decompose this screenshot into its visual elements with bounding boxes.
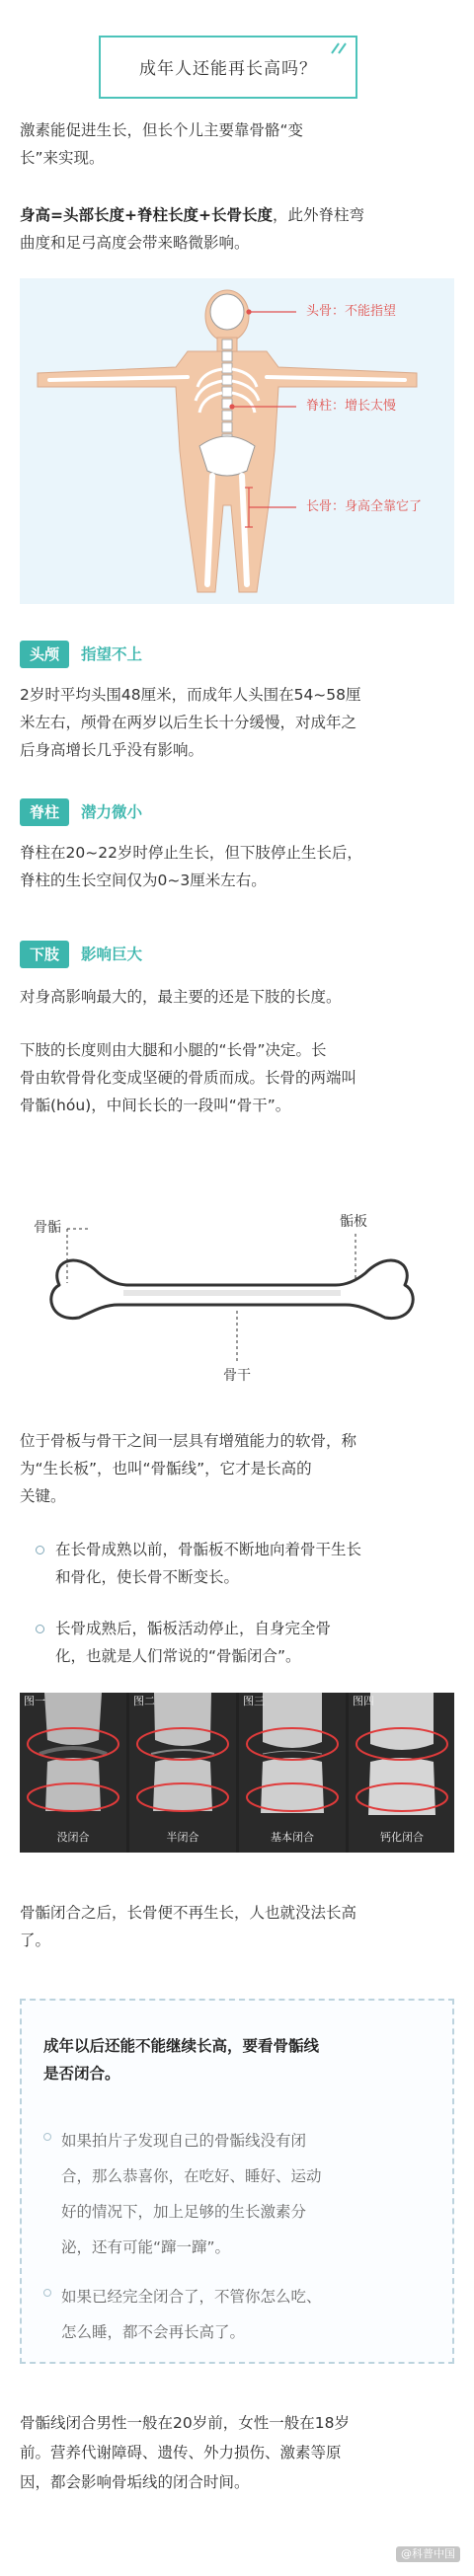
knee-xray-image — [20, 1693, 126, 1853]
text-line: 后身高增长几乎没有影响。 — [20, 741, 204, 759]
text-line: 位于骨板与骨干之间一层具有增殖能力的软骨，称 — [20, 1432, 357, 1450]
skull-label: 头骨：不能指望 — [306, 304, 397, 319]
xray-panel-caption: 基本闭合 — [271, 1831, 314, 1844]
text-line: 是否闭合。 — [43, 2065, 120, 2083]
head-subtitle: 指望不上 — [81, 645, 143, 663]
spine-section-header — [20, 797, 142, 827]
closure-paragraph — [20, 1899, 456, 1954]
head-section-header — [20, 640, 142, 669]
xray-figure — [20, 1693, 454, 1853]
text-line: 好的情况下，加上足够的生长激素分 — [61, 2203, 307, 2221]
intro-line: 激素能促进生长，但长个儿主要靠骨骼“变 — [20, 121, 304, 139]
watermark: @科普中国 — [396, 2546, 460, 2562]
xray-panel-caption: 半闭合 — [166, 1831, 199, 1844]
long-bone-paragraph — [20, 1036, 456, 1119]
height-formula: 身高=头部长度+脊柱长度+长骨长度 — [20, 206, 273, 224]
text-line: 米左右，颅骨在两岁以后生长十分缓慢，对成年之 — [20, 714, 357, 731]
growth-plate-label: 骺板 — [340, 1214, 367, 1230]
intro-paragraph — [20, 116, 456, 172]
text-line: 骨由软骨骨化变成坚硬的骨质而成。长骨的两端叫 — [20, 1069, 357, 1087]
limb-tag: 下肢 — [20, 941, 69, 968]
xray-panel — [20, 1693, 126, 1853]
page-title: 成年人还能再长高吗？ — [139, 59, 317, 79]
notice-item — [43, 2279, 438, 2350]
xray-panel-caption: 钙化闭合 — [380, 1831, 424, 1844]
knee-xray-image — [129, 1693, 236, 1853]
spine-subtitle: 潜力微小 — [81, 803, 143, 821]
text-line: 因，都会影响骨垢线的闭合时间。 — [20, 2473, 250, 2491]
long-bone-label: 长骨：身高全靠它了 — [306, 499, 423, 514]
formula-text: ，此外脊柱弯 — [272, 206, 364, 224]
intro-line: 长”来实现。 — [20, 149, 105, 167]
human-skeleton-illustration — [20, 278, 454, 604]
text-line: 在长骨成熟以前，骨骺板不断地向着骨干生长 — [55, 1541, 362, 1558]
notice-heading — [43, 2032, 438, 2087]
text-line: 和骨化，使长骨不断变长。 — [55, 1568, 240, 1586]
text-line: 骨骺(hóu)，中间长长的一段叫“骨干”。 — [20, 1097, 291, 1114]
head-paragraph — [20, 681, 456, 764]
long-bone-figure — [20, 1194, 454, 1392]
spine-paragraph — [20, 839, 456, 894]
xray-panel-caption: 没闭合 — [56, 1831, 90, 1844]
bullet-circle-icon — [36, 1625, 44, 1633]
knee-xray-image — [239, 1693, 346, 1853]
text-line: 为“生长板”，也叫“骨骺线”，它才是长高的 — [20, 1460, 312, 1477]
text-line: 成年以后还能不能继续长高，要看骨骺线 — [43, 2037, 320, 2055]
bullet-circle-icon — [43, 2133, 51, 2141]
text-line: 2岁时平均头围48厘米，而成年人头围在54~58厘 — [20, 686, 361, 704]
text-line: 关键。 — [20, 1487, 66, 1505]
text-line: 如果已经完全闭合了，不管你怎么吃、 — [61, 2288, 322, 2306]
text-line: 骨骺闭合之后，长骨便不再生长，人也就没法长高 — [20, 1904, 357, 1922]
xray-panel-label: 图三 — [243, 1695, 265, 1707]
text-line: 如果拍片子发现自己的骨骺线没有闭 — [61, 2132, 307, 2150]
notice-item — [43, 2123, 438, 2265]
text-line: 怎么睡，都不会再长高了。 — [61, 2323, 246, 2341]
bullet-item — [34, 1536, 448, 1591]
head-tag: 头颅 — [20, 641, 69, 668]
formula-text: 曲度和足弓高度会带来略微影响。 — [20, 234, 250, 252]
notice-box — [20, 1999, 454, 2364]
bullet-item — [34, 1615, 448, 1670]
xray-panel — [129, 1693, 236, 1853]
xray-panel-label: 图四 — [353, 1695, 374, 1707]
limb-subtitle: 影响巨大 — [81, 946, 143, 963]
text-line: 骨骺线闭合男性一般在20岁前，女性一般在18岁 — [20, 2414, 350, 2432]
bullet-circle-icon — [36, 1546, 44, 1554]
text-line: 前。营养代谢障碍、遗传、外力损伤、激素等原 — [20, 2444, 342, 2462]
bullet-circle-icon — [43, 2289, 51, 2297]
text-line: 合，那么恭喜你，在吃好、睡好、运动 — [61, 2167, 322, 2185]
knee-xray-image — [349, 1693, 454, 1853]
limb-line: 对身高影响最大的，最主要的还是下肢的长度。 — [20, 988, 342, 1006]
skeleton-figure — [20, 278, 454, 604]
text-line: 下肢的长度则由大腿和小腿的“长骨”决定。长 — [20, 1041, 327, 1059]
text-line: 长骨成熟后，骺板活动停止，自身完全骨 — [55, 1620, 332, 1637]
epiphysis-label: 骨骺 — [34, 1220, 61, 1236]
growth-plate-paragraph — [20, 1427, 456, 1510]
xray-panel-label: 图一 — [24, 1695, 45, 1707]
xray-panel — [349, 1693, 454, 1853]
title-box — [99, 36, 357, 99]
xray-panel — [239, 1693, 346, 1853]
spine-tag: 脊柱 — [20, 798, 69, 826]
limb-section-header — [20, 940, 142, 969]
formula-paragraph — [20, 201, 456, 257]
text-line: 脊柱在20~22岁时停止生长，但下肢停止生长后， — [20, 844, 362, 862]
xray-panel-label: 图二 — [133, 1695, 155, 1707]
diaphysis-label: 骨干 — [223, 1368, 251, 1384]
text-line: 泌，还有可能“蹿一蹿”。 — [61, 2238, 231, 2256]
footer-paragraph — [20, 2408, 456, 2497]
spine-label: 脊柱：增长太慢 — [306, 399, 397, 414]
text-line: 化，也就是人们常说的“骨骺闭合”。 — [55, 1647, 301, 1665]
text-line: 了。 — [20, 1932, 51, 1949]
text-line: 脊柱的生长空间仅为0~3厘米左右。 — [20, 871, 267, 889]
